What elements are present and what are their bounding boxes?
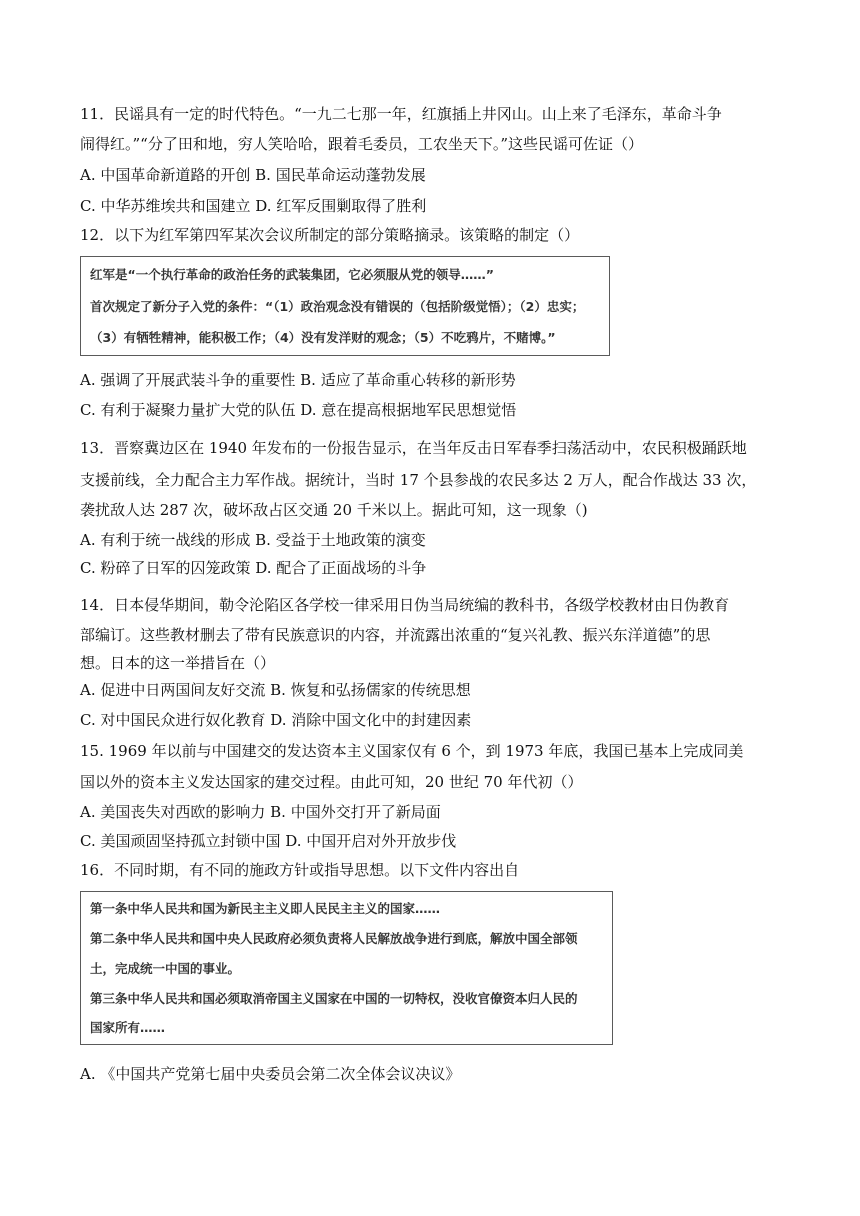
q12-options-row-1: A. 强调了开展武装斗争的重要性 B. 适应了革命重心转移的新形势 bbox=[80, 371, 516, 389]
q12-excerpt-line-1: 红军是“一个执行革命的政治任务的武装集团，它必须服从党的领导……” bbox=[90, 267, 494, 282]
q15-stem-line-1: 15. 1969 年以前与中国建交的发达资本主义国家仅有 6 个，到 1973 年底，我国已基本上完成同美 bbox=[80, 742, 744, 760]
q16-excerpt-box bbox=[80, 891, 613, 1045]
q14-options-row-2: C. 对中国民众进行奴化教育 D. 消除中国文化中的封建因素 bbox=[80, 711, 472, 729]
q16-stem-line-1: 16．不同时期，有不同的施政方针或指导思想。以下文件内容出自 bbox=[80, 861, 520, 879]
q13-stem-line-1: 13．晋察冀边区在 1940 年发布的一份报告显示，在当年反击日军春季扫荡活动中，农民积极踊跃地 bbox=[80, 439, 747, 457]
q11-stem-line-2: 闹得红。”“分了田和地，穷人笑哈哈，跟着毛委员，工农坐天下。”这些民谣可佐证（） bbox=[80, 135, 644, 153]
q16-excerpt-line-2: 第二条中华人民共和国中央人民政府必须负责将人民解放战争进行到底，解放中国全部领 bbox=[90, 931, 578, 946]
q16-excerpt-line-5: 国家所有…… bbox=[90, 1020, 166, 1035]
q16-excerpt-line-1: 第一条中华人民共和国为新民主主义即人民民主主义的国家…… bbox=[90, 901, 441, 916]
q14-options-row-1: A. 促进中日两国间友好交流 B. 恢复和弘扬儒家的传统思想 bbox=[80, 681, 471, 699]
q12-stem-line-1: 12．以下为红军第四军某次会议所制定的部分策略摘录。该策略的制定（） bbox=[80, 226, 580, 244]
q15-options-row-1: A. 美国丧失对西欧的影响力 B. 中国外交打开了新局面 bbox=[80, 803, 441, 821]
q12-options-row-2: C. 有利于凝聚力量扩大党的队伍 D. 意在提高根据地军民思想觉悟 bbox=[80, 401, 517, 419]
q12-excerpt-line-2: 首次规定了新分子入党的条件：“（1）政治观念没有错误的（包括阶级觉悟）；（2）忠实； bbox=[90, 299, 585, 314]
q16-excerpt-line-3: 土，完成统一中国的事业。 bbox=[90, 961, 241, 976]
q13-options-row-1: A. 有利于统一战线的形成 B. 受益于土地政策的演变 bbox=[80, 531, 426, 549]
q13-stem-line-2: 支援前线，全力配合主力军作战。据统计，当时 17 个县参战的农民多达 2 万人，配合作战达 33 次， bbox=[80, 471, 757, 489]
q14-stem-line-3: 想。日本的这一举措旨在（） bbox=[80, 654, 276, 672]
q11-stem-line-1: 11．民谣具有一定的时代特色。“一九二七那一年，红旗插上井冈山。山上来了毛泽东，革命斗争 bbox=[80, 105, 722, 123]
q11-options-row-1: A. 中国革命新道路的开创 B. 国民革命运动蓬勃发展 bbox=[80, 166, 426, 184]
q16-excerpt-line-4: 第三条中华人民共和国必须取消帝国主义国家在中国的一切特权，没收官僚资本归人民的 bbox=[90, 991, 578, 1006]
q15-options-row-2: C. 美国顽固坚持孤立封锁中国 D. 中国开启对外开放步伐 bbox=[80, 832, 457, 850]
q14-stem-line-1: 14．日本侵华期间，勒令沦陷区各学校一律采用日伪当局统编的教科书，各级学校教材由日伪教育 bbox=[80, 596, 730, 614]
q16-options-row-1: A. 《中国共产党第七届中央委员会第二次全体会议决议》 bbox=[80, 1065, 461, 1083]
q14-stem-line-2: 部编订。这些教材删去了带有民族意识的内容，并流露出浓重的“复兴礼教、振兴东洋道德”的思 bbox=[80, 626, 711, 644]
q13-stem-line-3: 袭扰敌人达 287 次，破坏敌占区交通 20 千米以上。据此可知，这一现象（) bbox=[80, 501, 588, 519]
q12-excerpt-line-3: （3）有牺牲精神，能积极工作；（4）没有发洋财的观念；（5）不吃鸦片，不赌博。” bbox=[90, 330, 556, 345]
q11-options-row-2: C. 中华苏维埃共和国建立 D. 红军反围剿取得了胜利 bbox=[80, 197, 427, 215]
q12-excerpt-box bbox=[80, 256, 610, 356]
q15-stem-line-2: 国以外的资本主义发达国家的建交过程。由此可知，20 世纪 70 年代初（） bbox=[80, 773, 583, 791]
q13-options-row-2: C. 粉碎了日军的囚笼政策 D. 配合了正面战场的斗争 bbox=[80, 559, 427, 577]
